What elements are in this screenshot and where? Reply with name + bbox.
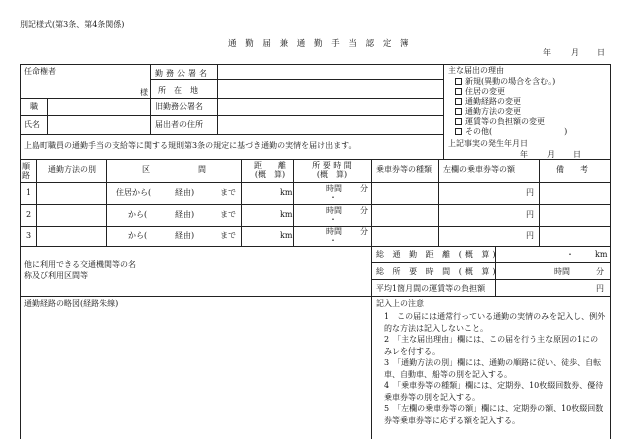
note-1: 1 この届には通常行っている通勤の実情のみを記入し、例外的な方法は記入しないこと。 (384, 312, 606, 333)
row3-km[interactable]: km (280, 231, 293, 240)
note-4: 4 「乗車券等の種類」欄には、定期券、10枚綴回数券、優待乗車券等の別を記入する。 (384, 381, 604, 402)
row1-via[interactable]: 経由) (175, 188, 195, 197)
col-section: 区 間 (142, 165, 206, 174)
row3-no: 3 (26, 231, 32, 240)
address-field[interactable] (219, 117, 441, 133)
office-name-label: 勤務公署名 (155, 69, 210, 78)
other-transport-label: 他に利用できる交通機関等の名称及び利用区間等 (24, 260, 136, 280)
prev-office-label: 旧勤務公署名 (155, 102, 203, 111)
row1-to[interactable]: まで (220, 188, 236, 197)
header-date-year[interactable]: 年 (543, 48, 551, 57)
row1-minutes[interactable]: 分 (360, 184, 368, 193)
statement-text: 上島町職員の通勤手当の支給等に関する規則第3条の規定に基づき通勤の実情を届け出ます。 (24, 141, 357, 150)
row3-via[interactable]: 経由) (175, 231, 195, 240)
note-3: 3 「通勤方法の別」欄には、通勤の順路に従い、徒歩、自転車、自動車、船等の別を記入する。 (384, 358, 602, 379)
frame-right (610, 64, 611, 439)
form-title: 通 勤 届 兼 通 勤 手 当 認 定 簿 (228, 39, 412, 49)
row1-dot: ・ (329, 193, 337, 202)
form-reference: 別記様式(第3条、第4条関係) (20, 20, 125, 29)
checkbox-icon[interactable] (455, 108, 462, 115)
row1-km[interactable]: km (280, 188, 293, 197)
col-distance: 距 離 (概 算) (254, 161, 286, 179)
row2-via[interactable]: 経由) (175, 210, 195, 219)
col-fare: 左欄の乗車券等の額 (443, 165, 515, 174)
row1-no: 1 (26, 188, 32, 197)
col-order: 順路 (22, 162, 30, 180)
total-distance-dot: ・ (566, 250, 574, 259)
notes-title: 記入上の注意 (376, 299, 424, 308)
header-date-day[interactable]: 日 (597, 48, 605, 57)
row2-no: 2 (26, 210, 32, 219)
row1-yen[interactable]: 円 (526, 188, 534, 197)
reasons-title: 主な届出の理由 (448, 66, 504, 75)
checkbox-icon[interactable] (455, 88, 462, 95)
appointer-label: 任命権者 (24, 67, 56, 76)
row3-from[interactable]: から( (128, 231, 148, 240)
reason-other[interactable]: その他( ) (455, 128, 567, 136)
row2-dot: ・ (329, 215, 337, 224)
reason-route[interactable]: 通勤経路の変更 (455, 98, 521, 106)
event-date-year[interactable]: 年 (520, 150, 528, 159)
col-remarks: 備 考 (556, 165, 588, 174)
row3-minutes[interactable]: 分 (360, 227, 368, 236)
total-time-label: 総 所 要 時 間 (概 算) (376, 267, 499, 276)
col-ticket: 乗車券等の種類 (376, 165, 432, 174)
reason-fare[interactable]: 運賃等の負担額の変更 (455, 118, 545, 126)
name-label: 氏名 (24, 120, 40, 129)
note-2: 2 「主な届出理由」欄には、この届を行う主な原因の1にのみレを付する。 (384, 335, 599, 356)
monthly-fare-label: 平均1箇月間の運賃等の負担額 (376, 284, 486, 293)
row1-from[interactable]: 住居から( (116, 188, 152, 197)
row2-yen[interactable]: 円 (526, 210, 534, 219)
checkbox-icon[interactable] (455, 98, 462, 105)
col-method: 通勤方法の別 (48, 165, 96, 174)
reason-residence[interactable]: 住居の変更 (455, 88, 505, 96)
col-time: 所 要 時 間 (概 算) (312, 161, 352, 179)
row3-yen[interactable]: 円 (526, 231, 534, 240)
checkbox-icon[interactable] (455, 118, 462, 125)
row2-minutes[interactable]: 分 (360, 206, 368, 215)
post-label: 職 (30, 102, 38, 111)
address-label: 届出者の住所 (155, 120, 203, 129)
seal-label: 様 (140, 88, 148, 97)
checkbox-icon[interactable] (455, 78, 462, 85)
checkbox-icon[interactable] (455, 128, 462, 135)
row2-to[interactable]: まで (220, 210, 236, 219)
row2-from[interactable]: から( (128, 210, 148, 219)
route-map-label: 通勤経路の略図(経路朱線) (24, 299, 119, 308)
office-location-field[interactable] (219, 81, 441, 97)
frame-top (20, 64, 610, 65)
event-date-label: 上記事実の発生年月日 (448, 139, 528, 148)
row3-dot: ・ (329, 236, 337, 245)
total-distance-unit[interactable]: km (595, 250, 608, 259)
header-date-month[interactable]: 月 (571, 48, 579, 57)
reason-new[interactable]: 新規(異動の場合を含む。) (455, 78, 555, 86)
route-map-area[interactable] (24, 312, 366, 434)
row3-hours[interactable]: 時間 (326, 227, 342, 236)
office-name-field[interactable] (219, 66, 441, 78)
prev-office-field[interactable] (219, 100, 441, 114)
row3-to[interactable]: まで (220, 231, 236, 240)
total-distance-label: 総 通 勤 距 離 (概 算) (376, 250, 499, 259)
office-location-label: 所 在 地 (158, 86, 198, 95)
monthly-fare-unit[interactable]: 円 (596, 284, 604, 293)
other-transport-field[interactable] (126, 250, 366, 294)
reason-method[interactable]: 通勤方法の変更 (455, 108, 521, 116)
frame-left (20, 64, 21, 439)
row2-km[interactable]: km (280, 210, 293, 219)
total-time-hours[interactable]: 時間 (554, 267, 570, 276)
note-5: 5 「左欄の乗車券等の額」欄には、定期券の額、10枚綴回数券等乗車券等に応ずる額を記入する。 (384, 404, 604, 425)
event-date-day[interactable]: 日 (573, 150, 581, 159)
row2-hours[interactable]: 時間 (326, 206, 342, 215)
event-date-month[interactable]: 月 (547, 150, 555, 159)
total-time-minutes[interactable]: 分 (596, 267, 604, 276)
row1-hours[interactable]: 時間 (326, 184, 342, 193)
